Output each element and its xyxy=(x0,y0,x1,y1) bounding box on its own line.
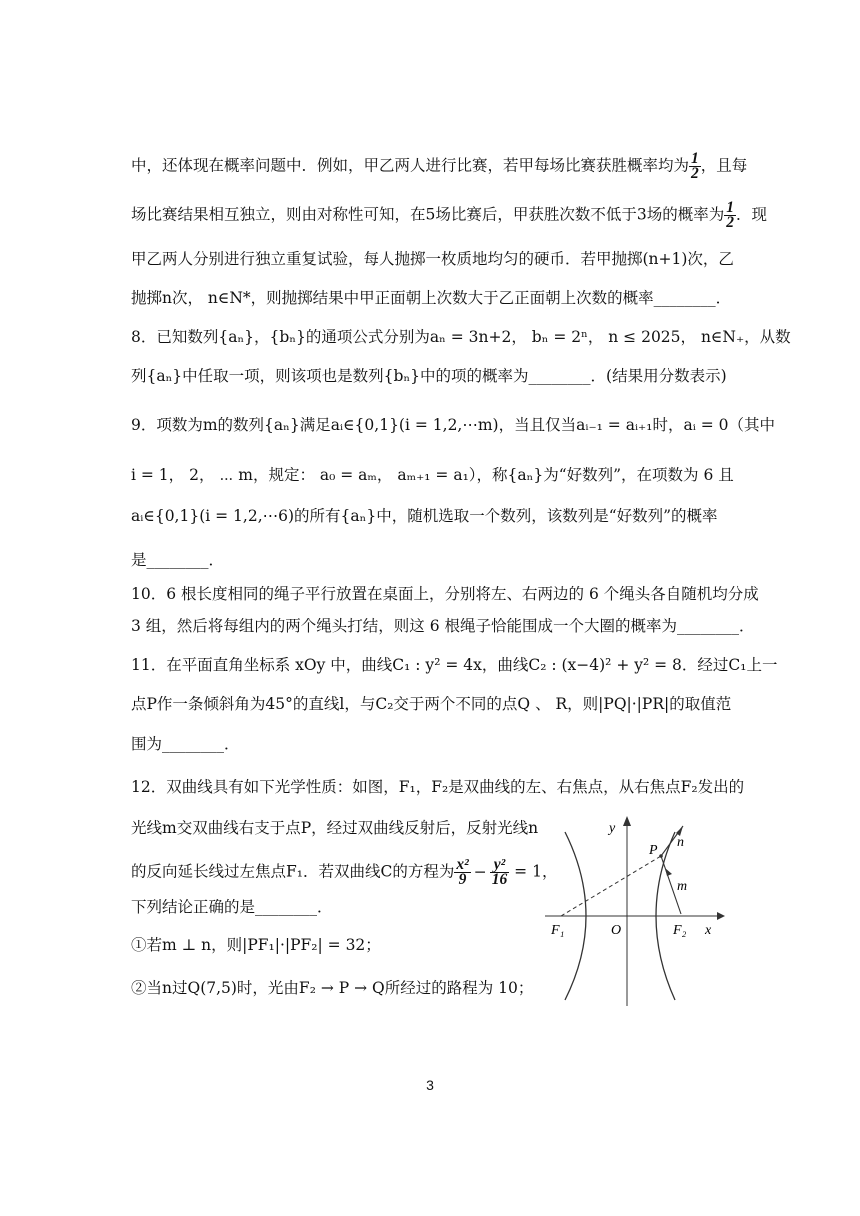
text-line: aᵢ∈{0,1}(i = 1,2,⋯6)的所有{aₙ}中，随机选取一个数列，该数列是“好数列”的概率 xyxy=(131,507,718,525)
text-line: 下列结论正确的是________． xyxy=(131,898,333,916)
text-line: 围为________． xyxy=(131,735,240,753)
page-number: 3 xyxy=(426,1077,434,1093)
text-line: i = 1， 2， ⋯ m，规定： a₀ = aₘ， aₘ₊₁ = a₁），称{aₙ}为“好数列”，在项数为 6 且 xyxy=(131,466,734,484)
point-P xyxy=(659,854,663,858)
y-axis-arrow xyxy=(623,816,631,826)
fraction-x2-over-9: $\frac{\text{x²}}{9}$ xyxy=(456,856,469,888)
text-line: 的反向延长线过左焦点F₁．若双曲线C的方程为 $\frac{\text{x²}}{9}$ − $\frac{\text{y²}}{16}$ = 1， xyxy=(131,856,558,888)
problem-12-line: 12．双曲线具有如下光学性质：如图，F₁，F₂是双曲线的左、右焦点，从右焦点F₂发出的 xyxy=(131,778,745,796)
label-x: x xyxy=(705,923,712,938)
hyperbola-figure xyxy=(545,810,725,1010)
text-line: 场比赛结果相互独立，则由对称性可知，在5场比赛后，甲获胜次数不低于3场的概率为 $\frac{1}{2}$ ．现 xyxy=(131,199,767,231)
problem-10-line: 10．6 根长度相同的绳子平行放置在桌面上，分别将左、右两边的 6 个绳头各自随机均分成 xyxy=(131,585,759,603)
label-F2: F₂ xyxy=(673,923,687,938)
label-F1: F₁ xyxy=(551,923,565,938)
fraction-one-half: $\frac{1}{2}$ xyxy=(691,150,699,182)
label-O: O xyxy=(611,923,622,938)
ray-m-arrow xyxy=(665,868,672,876)
text-line: ②当n过Q(7,5)时，光由F₂ → P → Q所经过的路程为 10； xyxy=(131,979,534,997)
text-line: 中，还体现在概率问题中．例如，甲乙两人进行比赛，若甲每场比赛获胜概率均为 $\frac{1}{2}$ ，且每 xyxy=(131,150,748,182)
problem-11-line: 11．在平面直角坐标系 xOy 中，曲线C₁ : y² = 4x，曲线C₂ : (x−4)² + y² = 8．经过C₁上一 xyxy=(131,656,778,674)
text-line: 甲乙两人分别进行独立重复试验，每人抛掷一枚质地均匀的硬币．若甲抛掷(n+1)次，乙 xyxy=(131,250,734,268)
text-line: 光线m交双曲线右支于点P，经过双曲线反射后，反射光线n xyxy=(131,819,539,837)
text-line: 3 组，然后将每组内的两个绳头打结，则这 6 根绳子恰能围成一个大圈的概率为________． xyxy=(131,617,755,635)
fraction-y2-over-16: $\frac{\text{y²}}{16}$ xyxy=(491,856,508,888)
text-line: 是________． xyxy=(131,551,225,569)
fraction-one-half: $\frac{1}{2}$ xyxy=(726,199,734,231)
dashed-extension-line xyxy=(561,856,661,916)
text-line: 列{aₙ}中任取一项，则该项也是数列{bₙ}中的项的概率为________．(结果用分数表示) xyxy=(131,367,727,385)
problem-9-line: 9．项数为m的数列{aₙ}满足aᵢ∈{0,1}(i = 1,2,⋯m)，当且仅当aᵢ₋₁ = aᵢ₊₁时，aᵢ = 0（其中 xyxy=(131,416,776,434)
text-line: ①若m ⊥ n，则|PF₁|·|PF₂| = 32； xyxy=(131,936,381,954)
text-line: 抛掷n次， n∈N*，则抛掷结果中甲正面朝上次数大于乙正面朝上次数的概率________． xyxy=(131,289,732,307)
label-n: n xyxy=(677,835,684,850)
label-m: m xyxy=(677,879,688,894)
label-y: y xyxy=(609,821,616,836)
problem-8-line: 8．已知数列{aₙ}，{bₙ}的通项公式分别为aₙ = 3n+2， bₙ = 2ⁿ， n ≤ 2025， n∈N₊，从数 xyxy=(131,328,791,346)
x-axis-arrow xyxy=(717,912,725,920)
label-P: P xyxy=(649,843,658,858)
text-line: 点P作一条倾斜角为45°的直线l，与C₂交于两个不同的点Q 、 R，则|PQ|·|PR|的取值范 xyxy=(131,695,732,713)
